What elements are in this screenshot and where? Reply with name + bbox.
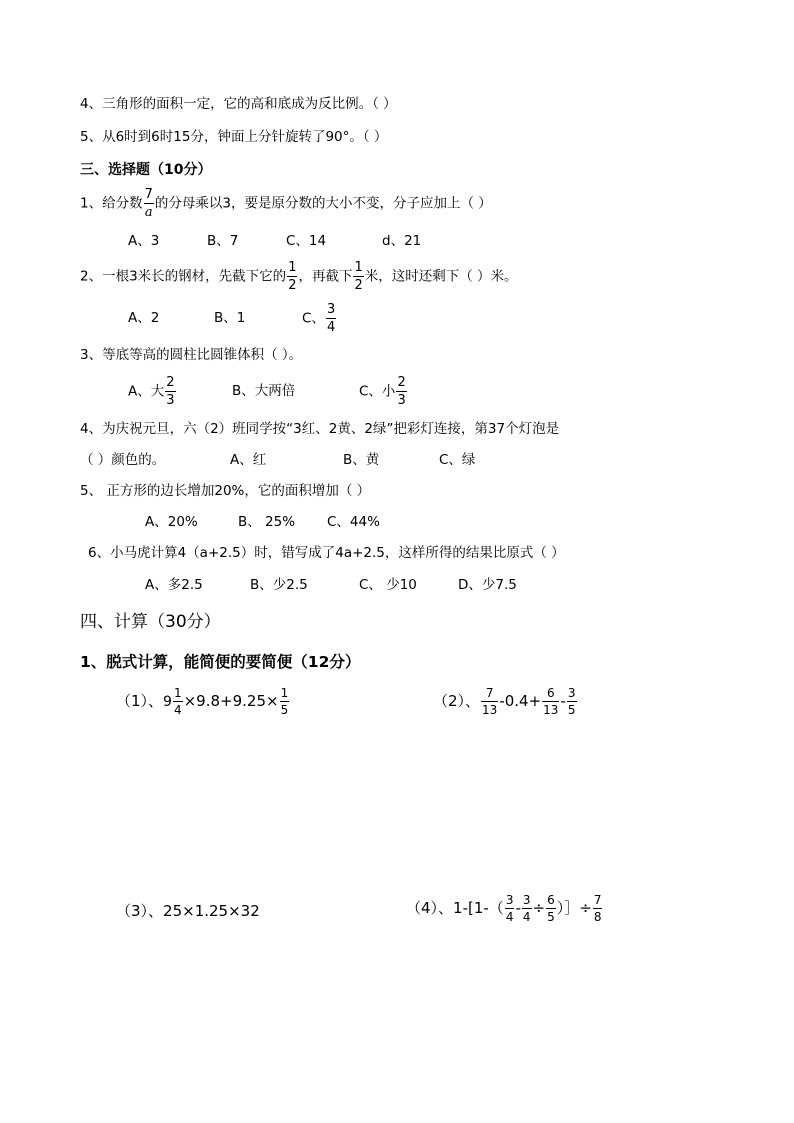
q2-option-a: A、2 <box>128 310 160 326</box>
q4-option-c: C、绿 <box>439 452 476 468</box>
q3-option-c-fraction: $\frac{2}{3}$ <box>397 375 406 408</box>
judge-question-5: 5、从6时到6时15分，钟面上分针旋转了90°。（ ） <box>80 129 388 145</box>
calc-subsection-1-title: 1、脱式计算，能简便的要简便（12分） <box>80 653 361 671</box>
p4-fraction-3: $\frac{6}{5}$ <box>547 893 555 924</box>
q3-option-c-label: C、小 <box>359 383 396 400</box>
q5-option-c: C、44% <box>327 514 380 530</box>
p2-fraction-1: $\frac{7}{13}$ <box>482 686 498 717</box>
choice-question-4-line-2: （ ）颜色的。 <box>80 452 166 468</box>
q4-option-a: A、红 <box>230 452 267 468</box>
choice-question-1 <box>80 188 492 219</box>
p1-middle: ×9.8+9.25× <box>183 692 279 710</box>
choice-question-2 <box>80 261 518 292</box>
p2-middle-1: -0.4+ <box>499 692 542 710</box>
q6-option-a: A、多2.5 <box>145 577 203 593</box>
q2-option-b: B、1 <box>214 310 246 326</box>
q6-option-d: D、少7.5 <box>458 577 517 593</box>
q1-option-b: B、7 <box>207 233 239 249</box>
p1-whole: 9 <box>163 694 172 710</box>
section-calc-title: 四、计算（30分） <box>80 612 221 632</box>
p2-middle-2: - <box>560 692 566 710</box>
calc-problem-1 <box>116 687 290 716</box>
q2-option-c-label: C、 <box>302 310 325 327</box>
q3-option-a-fraction: $\frac{2}{3}$ <box>166 375 175 408</box>
p4-fraction-4: $\frac{7}{8}$ <box>593 893 602 924</box>
q1-option-d: d、21 <box>382 233 422 249</box>
q6-option-c: C、 少10 <box>359 577 417 593</box>
p4-label: （4）、1-[1-（ <box>406 899 504 917</box>
choice-question-4-line-1: 4、为庆祝元旦，六（2）班同学按“3红、2黄、2绿”把彩灯连接，第37个灯泡是 <box>80 421 560 437</box>
p2-label: （2）、 <box>433 692 481 710</box>
q3-option-a-label: A、大 <box>128 383 165 400</box>
q2-suffix: 米，这时还剩下（ ）米。 <box>364 268 518 285</box>
q2-fraction-1: $\frac{1}{2}$ <box>288 260 297 293</box>
q5-option-a: A、20% <box>145 514 198 530</box>
q3-option-a <box>128 376 177 407</box>
p4-operator-1: - <box>515 899 521 917</box>
q6-option-b: B、少2.5 <box>250 577 308 593</box>
calc-problem-3: （3）、25×1.25×32 <box>116 902 260 920</box>
q1-suffix: 的分母乘以3，要是原分数的大小不变，分子应加上（ ） <box>154 195 492 212</box>
q2-option-c-fraction: $\frac{3}{4}$ <box>326 302 336 335</box>
q1-option-a: A、3 <box>128 233 160 249</box>
p4-fraction-2: $\frac{3}{4}$ <box>522 893 531 924</box>
p2-fraction-2: $\frac{6}{13}$ <box>543 686 559 717</box>
p4-fraction-1: $\frac{3}{4}$ <box>505 893 514 924</box>
q2-prefix: 2、一根3米长的钢材，先截下它的 <box>80 268 287 285</box>
q2-middle: ，再截下 <box>298 268 353 285</box>
calc-problem-4 <box>406 894 603 923</box>
q2-fraction-2: $\frac{1}{2}$ <box>354 260 363 293</box>
section-choice-title: 三、选择题（10分） <box>80 162 212 178</box>
choice-question-6: 6、小马虎计算4（a+2.5）时，错写成了4a+2.5，这样所得的结果比原式（ ） <box>88 545 565 561</box>
p4-close: ）］÷ <box>556 899 592 917</box>
q1-prefix: 1、给分数 <box>80 195 143 212</box>
choice-question-5: 5、 正方形的边长增加20%，它的面积增加（ ） <box>80 483 371 499</box>
p4-operator-2: ÷ <box>532 899 546 917</box>
q2-option-c <box>302 303 337 334</box>
q1-fraction: $\frac{7}{a}$ <box>144 187 153 220</box>
p2-fraction-3: $\frac{3}{5}$ <box>567 686 576 717</box>
p1-mixed-fraction: $\frac{1}{4}$ <box>173 686 182 717</box>
judge-question-4: 4、三角形的面积一定，它的高和底成为反比例。（ ） <box>80 96 397 112</box>
p1-label: （1）、 <box>116 692 164 710</box>
q1-option-c: C、14 <box>286 233 327 249</box>
q3-option-c <box>359 376 408 407</box>
q4-option-b: B、黄 <box>343 452 380 468</box>
calc-problem-2 <box>433 687 578 716</box>
q3-option-b: B、大两倍 <box>232 383 296 399</box>
p1-fraction: $\frac{1}{5}$ <box>280 686 289 717</box>
q5-option-b: B、 25% <box>238 514 296 530</box>
choice-question-3: 3、等底等高的圆柱比圆锥体积（ ）。 <box>80 347 303 363</box>
